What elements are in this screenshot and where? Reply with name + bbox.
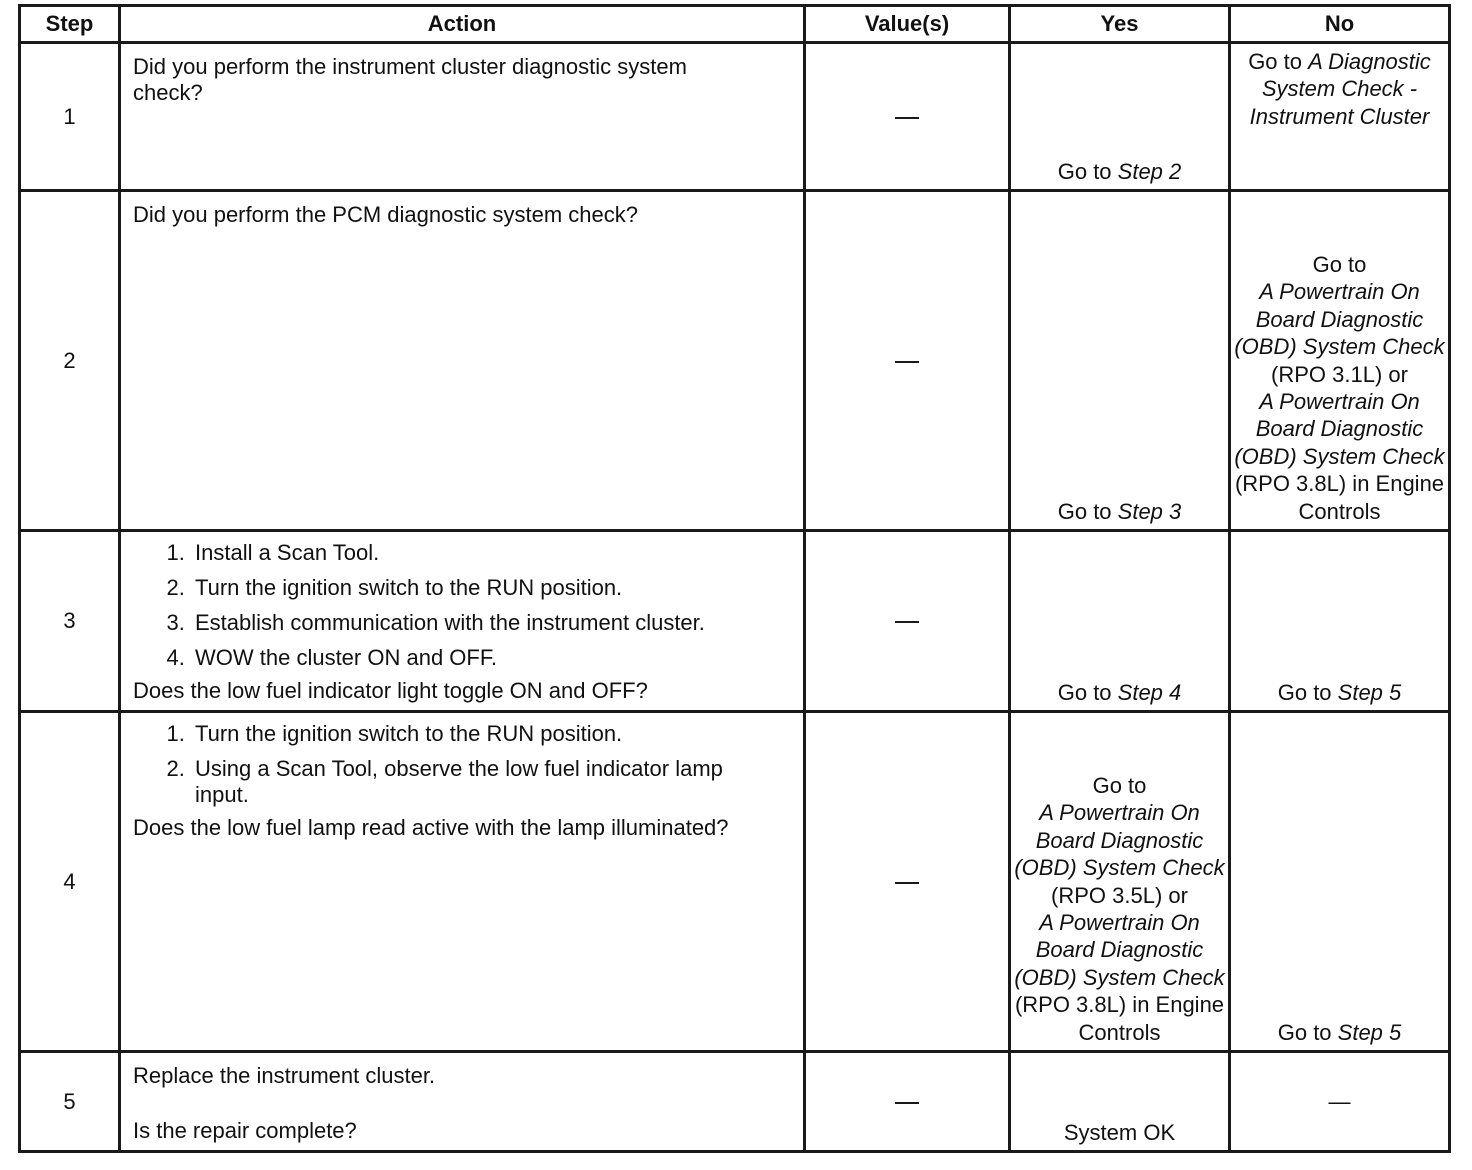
yes-cell [1010,191,1230,531]
no-result: — [1328,1088,1351,1114]
value-dash [895,361,919,363]
action-question: Does the low fuel lamp read active with the lamp illuminated? [133,815,729,840]
no-prefix: Go to [1312,251,1367,277]
header-values: Value(s) [805,6,1010,43]
action-instruction: Replace the instrument cluster. [133,1063,436,1088]
yes-cell [1010,712,1230,1052]
no-prefix: Go to [1248,49,1309,74]
no-cell [1230,1052,1450,1152]
yes-prefix: Go to [1092,772,1147,798]
value-cell [805,531,1010,712]
no-link[interactable]: Step 5 [1337,1019,1402,1045]
value-cell [805,712,1010,1052]
step-number: 2 [20,191,120,531]
list-item: 1. Install a Scan Tool. [191,540,793,566]
list-item: 1. Turn the ignition switch to the RUN position. [191,721,793,747]
table-row [20,712,1450,1052]
yes-link-1[interactable]: A Powertrain On Board Diagnostic (OBD) System Check [1014,800,1225,881]
value-dash [895,621,919,623]
no-link[interactable]: A Diagnostic System Check - Instrument Cluster [1249,49,1431,129]
header-yes: Yes [1010,6,1230,43]
table-row [20,43,1450,191]
no-prefix: Go to [1277,1019,1338,1045]
yes-prefix: Go to [1057,679,1118,705]
action-text [120,1052,805,1152]
no-prefix: Go to [1277,679,1338,705]
action-question: Is the repair complete? [133,1118,357,1143]
no-cell [1230,712,1450,1052]
no-cell [1230,43,1450,191]
header-row [20,6,1450,43]
yes-cell [1010,531,1230,712]
yes-link[interactable]: Step 3 [1117,498,1182,524]
action-steps [133,540,793,671]
header-no: No [1230,6,1450,43]
action-steps [133,721,793,808]
action-text [120,531,805,712]
action-text [120,43,805,191]
table-row [20,1052,1450,1152]
list-item: 4. WOW the cluster ON and OFF. [191,645,793,671]
action-question: Did you perform the PCM diagnostic system check? [133,202,638,227]
no-mid: (RPO 3.1L) or [1271,361,1408,387]
no-link-1[interactable]: A Powertrain On Board Diagnostic (OBD) System Check [1234,279,1445,360]
no-cell [1230,191,1450,531]
yes-mid: (RPO 3.5L) or [1051,882,1188,908]
no-link-2[interactable]: A Powertrain On Board Diagnostic (OBD) System Check [1234,388,1445,469]
value-dash [895,117,919,119]
no-link[interactable]: Step 5 [1337,679,1402,705]
yes-cell [1010,43,1230,191]
header-step: Step [20,6,120,43]
step-number: 1 [20,43,120,191]
yes-link[interactable]: Step 4 [1117,679,1182,705]
action-text [120,191,805,531]
action-question: Does the low fuel indicator light toggle ON and OFF? [133,678,648,703]
value-dash [895,882,919,884]
step-number: 5 [20,1052,120,1152]
table-row [20,531,1450,712]
no-end: (RPO 3.8L) in Engine Controls [1234,471,1445,524]
diagnostic-table [18,4,1451,1153]
yes-result: System OK [1063,1119,1176,1145]
value-cell [805,43,1010,191]
yes-link[interactable]: Step 2 [1117,158,1182,184]
action-question: Did you perform the instrument cluster diagnostic system check? [133,54,687,105]
step-number: 4 [20,712,120,1052]
yes-end: (RPO 3.8L) in Engine Controls [1014,992,1225,1045]
step-number: 3 [20,531,120,712]
value-cell [805,1052,1010,1152]
yes-prefix: Go to [1057,158,1118,184]
action-text [120,712,805,1052]
yes-cell [1010,1052,1230,1152]
header-action: Action [120,6,805,43]
list-item: 2. Using a Scan Tool, observe the low fuel indicator lamp input. [191,756,765,808]
table-row [20,191,1450,531]
yes-link-2[interactable]: A Powertrain On Board Diagnostic (OBD) System Check [1014,909,1225,990]
value-cell [805,191,1010,531]
value-dash [895,1102,919,1104]
list-item: 2. Turn the ignition switch to the RUN position. [191,575,793,601]
no-cell [1230,531,1450,712]
list-item: 3. Establish communication with the instrument cluster. [191,610,793,636]
yes-prefix: Go to [1057,498,1118,524]
